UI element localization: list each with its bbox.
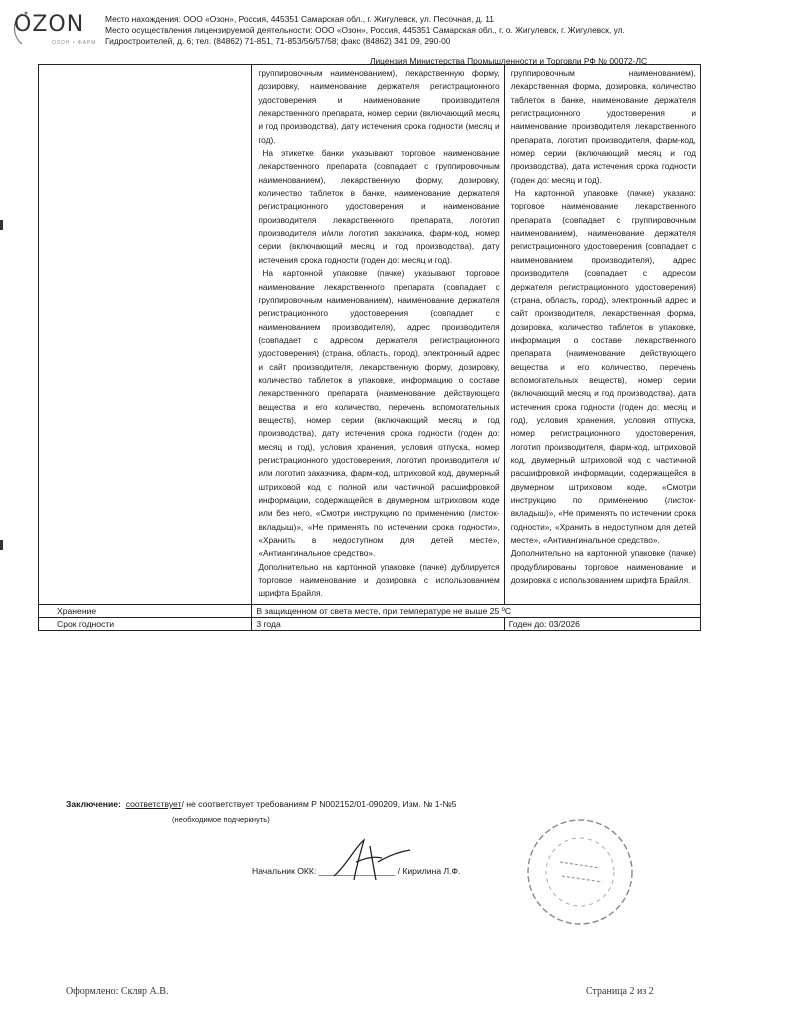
handwritten-signature [326, 836, 436, 886]
table-cell-result [504, 65, 700, 605]
shelf-life-label: Срок годности [39, 617, 252, 630]
conclusion-note: (необходимое подчеркнуть) [172, 815, 270, 824]
requirement-paragraph: На этикетке банки указывают торговое наименование лекарственного препарата (совпадает с группировочным наименованием), лекарственную форму, дозировку, количество таблеток в банке, наименование держателя регистрационного удостоверения и наименование производителя лекарственного препарата, логотип производителя и/или логотип заказчика, фарм-код, номер серии (включающий месяц и год производства), дату истечения срока годности (годен до: месяц и год). [258, 148, 500, 265]
result-paragraph: На картонной упаковке (пачке) указано: торговое наименование лекарственного препарата (совпадает с группировочным наименованием), наименование держателя регистрационного удостоверения (совпадает с наименованием производителя), адрес производителя (совпадает с адресом держателя регистрационного удостоверения) (страна, область, город), электронный адрес и сайт производителя, лекарственная форма, дозировка, количество таблеток в упаковке, информация о составе лекарственного препарата (наименование действующего вещества и его количество, перечень вспомогательных веществ), номер серии (включающий месяц и год производства), дата истечения срока годности (годен до: месяц и год), условия хранения, условия отпуска, номер регистрационного удостоверения, логотип производителя, фарм-код, штриховой код, двумерный штриховой код с частичной расшифровкой информации, содержащейся в двумерном штриховом коде, «Смотри инструкцию по применению (листок-вкладыш)», «Не применять по истечении срока годности», «Хранить в недоступном для детей месте», «Антиангинальное средство». [510, 188, 696, 546]
requirement-paragraph: На картонной упаковке (пачке) указывают торговое наименование лекарственного препарата (совпадает с группировочным наименованием), наименование держателя регистрационного удостоверения (совпадает с наименованием производителя), адрес производителя (совпадает с адресом держателя регистрационного удостоверения) (страна, область, город), электронный адрес и сайт производителя, лекарственную форму, дозировку, количество таблеток в упаковке, информацию о составе лекарственного препарата (наименование действующего вещества и его количество, перечень вспомогательных веществ), номер серии (включающий месяц и год производства), дату истечения срока годности (годен до: месяц и год), условия хранения, условия отпуска, номер регистрационного удостоверения, логотип производителя и/или логотип заказчика, фарм-код, штриховой код, двумерный штриховой код с полной или частичной расшифровкой информации, содержащейся в двумерном штриховом коде или без него, «Смотри инструкцию по применению (листок-вкладыш)», «Не применять по истечении срока годности», «Хранить в недоступном для детей месте», «Антиангинальное средство». [258, 268, 500, 559]
company-header [105, 14, 785, 47]
header-license: Лицензия Министерства Промышленности и Торговли РФ № 00072-ЛС [370, 56, 647, 66]
storage-value: В защищенном от света месте, при температуре не выше 25 ºС [252, 604, 701, 617]
table-cell-empty [39, 65, 252, 605]
analysis-table [38, 64, 701, 631]
company-logo [8, 6, 98, 50]
header-contacts: Гидростроителей, д. 6; тел. (84862) 71-851, 71-853/56/57/58; факс (84862) 341 09, 290-00 [105, 36, 451, 46]
signature-blank: ________________ [318, 866, 396, 876]
header-address: Место нахождения: ООО «Озон», Россия, 445351 Самарская обл., г. Жигулевск, ул. Песочная, д. 11 [105, 14, 494, 24]
shelf-life-result: Годен до: 03/2026 [504, 617, 700, 630]
conclusion-label: Заключение: [66, 799, 121, 809]
table-row-storage [39, 604, 701, 617]
footer-page-number: Страница 2 из 2 [586, 986, 654, 997]
stamp-seal [520, 812, 640, 932]
table-cell-requirement [252, 65, 504, 605]
logo-text: OZON [14, 12, 85, 37]
conclusion-rest: / не соответствует требованиям Р N002152/01-090209, Изм. № 1-№5 [181, 799, 457, 809]
signature-name: / Кирилина Л.Ф. [395, 866, 461, 876]
requirement-paragraph: группировочным наименованием), лекарственную форму, дозировку, наименование держателя регистрационного удостоверения и наименование производителя лекарственного препарата, номер серии (включающий месяц и год производства), дату истечения срока годности (месяц и год). [258, 68, 500, 145]
shelf-life-value: 3 года [252, 617, 504, 630]
footer-prepared-by: Оформлено: Скляр А.В. [66, 986, 169, 997]
table-row-labeling [39, 65, 701, 605]
signature-role: Начальник ОКК: [252, 866, 319, 876]
conclusion [66, 799, 456, 809]
table-row-shelf-life [39, 617, 701, 630]
scan-mark [0, 540, 3, 550]
logo-subtext: ОЗОН • ФАРМ [52, 40, 97, 46]
requirement-paragraph: Дополнительно на картонной упаковке (пачке) дублируется торговое наименование и дозировка с использованием шрифта Брайля. [258, 561, 500, 599]
result-paragraph: группировочным наименованием), лекарственная форма, дозировка, количество таблеток в банке, наименование держателя регистрационного удостоверения и наименование производителя лекарственного препарата, логотип производителя, фарм-код, номер серии (включающий месяц и год производства), дата истечения срока годности (годен до: месяц и год). [510, 68, 696, 185]
conclusion-match: соответствует [125, 799, 182, 809]
header-activity-address: Место осуществления лицензируемой деятельности: ООО «Озон», Россия, 445351 Самарская обл., г. о. Жигулевск, г. Жигулевск, ул. [105, 25, 625, 35]
storage-label: Хранение [39, 604, 252, 617]
scan-mark [0, 220, 3, 230]
result-paragraph: Дополнительно на картонной упаковке (пачке) продублированы торговое наименование и дозировка с использованием шрифта Брайля. [510, 548, 696, 586]
